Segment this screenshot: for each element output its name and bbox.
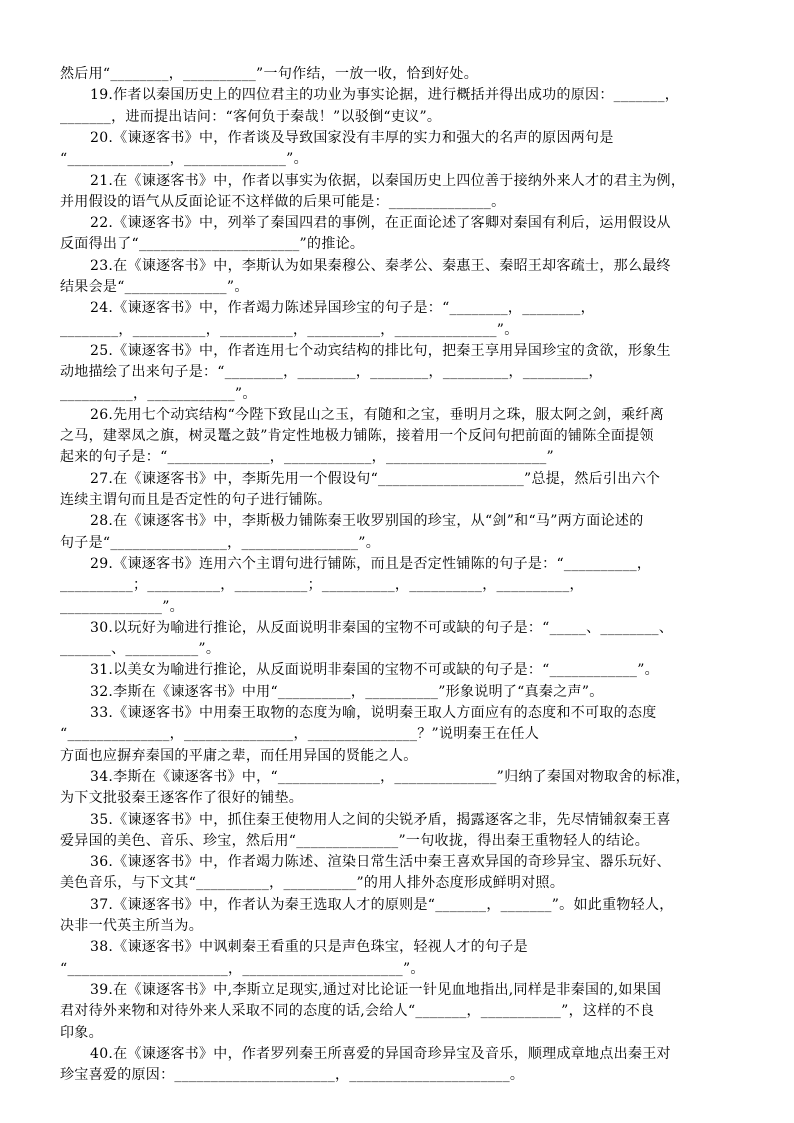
text-line: 决非一代英主所当为。 — [60, 918, 203, 934]
text-line: 动地描绘了出来句子是：“________，________，________，_________，_________， — [60, 364, 603, 381]
text-line: 连续主谓句而且是否定性的句子进行铺陈。 — [60, 492, 332, 508]
text-line: _______、__________”。 — [60, 641, 221, 658]
text-line: 21.在《谏逐客书》中，作者以事实为依据，以秦国历史上四位善于接纳外来人才的君主为例， — [90, 172, 686, 189]
text-line: __________；__________，__________；__________，__________，__________， — [60, 577, 584, 594]
text-line: 方面也应摒弃秦国的平庸之辈，而任用异国的贤能之人。 — [60, 747, 418, 764]
text-line: 35.《谏逐客书》中，抓住秦王使物用人之间的尖锐矛盾，揭露逐客之非，先尽情铺叙秦王喜 — [90, 811, 671, 828]
text-line: 珍宝喜爱的原因：______________________，______________________。 — [60, 1067, 525, 1084]
text-line: __________，____________”。 — [60, 385, 257, 402]
text-line: 为下文批驳秦王逐客作了很好的铺垫。 — [60, 790, 304, 807]
text-line: 30.以玩好为喻进行推论，从反面说明非秦国的宝物不可或缺的句子是：“_____、________、 — [90, 619, 674, 636]
text-line: 29.《谏逐客书》连用六个主谓句进行铺陈，而且是否定性铺陈的句子是：“__________， — [90, 555, 652, 572]
text-line: 26.先用七个动宾结构“今陛下致昆山之玉，有随和之宝，垂明月之珠，服太阿之剑，乘纤离 — [90, 406, 665, 423]
text-line: 34.李斯在《谏逐客书》中，“______________，______________”归纳了秦国对物取舍的标准， — [90, 768, 690, 785]
text-line: 38.《谏逐客书》中讽刺秦王看重的只是声色珠宝，轻视人才的句子是 — [90, 939, 528, 956]
text-line: “______________________，______________________”。 — [60, 960, 425, 977]
text-line: 36.《谏逐客书》中，作者竭力陈述、渲染日常生活中秦王喜欢异国的奇珍异宝、器乐玩好、 — [90, 854, 671, 871]
text-line: 爱异国的美色、音乐、珍宝，然后用“______________”一句收拢，得出秦王重物轻人的结论。 — [60, 832, 650, 849]
text-line: 37.《谏逐客书》中，作者认为秦王选取人才的原则是“_______，_______”。如此重物轻人， — [90, 896, 674, 913]
text-line: 结果会是“______________”。 — [60, 279, 249, 295]
text-line: 39.在《谏逐客书》中,李斯立足现实,通过对比论证一针见血地指出,同样是非秦国的,如果国 — [90, 981, 662, 998]
text-line: ________，__________，__________，__________，______________”。 — [60, 321, 519, 338]
text-line: 并用假设的语气从反面论证不这样做的后果可能是：______________。 — [60, 193, 506, 210]
text-line: ______________”。 — [60, 598, 184, 615]
text-line: 32.李斯在《谏逐客书》中用“__________，__________”形象说明了“真秦之声”。 — [90, 683, 604, 700]
text-line: 24.《谏逐客书》中，作者竭力陈述异国珍宝的句子是：“________，________， — [90, 300, 595, 317]
text-line: 印象。 — [60, 1024, 103, 1041]
text-line: 28.在《谏逐客书》中，李斯极力铺陈秦王收罗别国的珍宝，从“剑”和“马”两方面论述的 — [90, 513, 644, 530]
text-line: “______________，_______________，_______________？”说明秦王在任人 — [60, 726, 540, 743]
text-line: 美色音乐，与下文其“__________，__________”的用人排外态度形成鲜明对照。 — [60, 875, 565, 892]
text-line: 25.《谏逐客书》中，作者连用七个动宾结构的排比句，把秦王享用异国珍宝的贪欲，形象生 — [90, 342, 671, 359]
text-line: 之马，建翠凤之旗，树灵鼍之鼓”肯定性地极力铺陈，接着用一个反问句把前面的铺陈全面提领 — [60, 428, 654, 445]
text-line: 33.《谏逐客书》中用秦王取物的态度为喻，说明秦王取人方面应有的态度和不可取的态度 — [90, 705, 657, 721]
text-line: “______________，______________”。 — [60, 151, 308, 168]
text-line: 23.在《谏逐客书》中，李斯认为如果秦穆公、秦孝公、秦惠王、秦昭王却客疏士，那么最终 — [90, 257, 671, 274]
text-line: 反面得出了“______________________”的推论。 — [60, 236, 365, 253]
text-line: 起来的句子是：“______________，____________，______________________” — [60, 449, 555, 466]
text-line: 19.作者以秦国历史上的四位君主的功业为事实论据，进行概括并得出成功的原因：_______， — [90, 87, 680, 104]
text-line: 然后用“________，__________”一句作结，一放一收，恰到好处。 — [60, 66, 479, 82]
text-line: _______，进而提出诘问：“客何负于秦哉！”以驳倒“吏议”。 — [60, 108, 442, 125]
text-line: 40.在《谏逐客书》中，作者罗列秦王所喜爱的异国奇珍异宝及音乐，顺理成章地点出秦王对 — [90, 1045, 671, 1062]
text-line: 27.在《谏逐客书》中，李斯先用一个假设句“____________________”总提，然后引出六个 — [90, 470, 661, 487]
text-line: 君对待外来物和对待外来人采取不同的态度的话,会给人“_______，___________”，这样的不良 — [60, 1003, 655, 1020]
text-line: 31.以美女为喻进行推论，从反面说明非秦国的宝物不可或缺的句子是：“____________”。 — [90, 662, 659, 679]
text-line: 20.《谏逐客书》中，作者谈及导致国家没有丰厚的实力和强大的名声的原因两句是 — [90, 129, 614, 146]
text-line: 22.《谏逐客书》中，列举了秦国四君的事例，在正面论述了客卿对秦国有利后，运用假设从 — [90, 215, 671, 232]
text-line: 句子是“________________，________________”。 — [60, 534, 381, 551]
